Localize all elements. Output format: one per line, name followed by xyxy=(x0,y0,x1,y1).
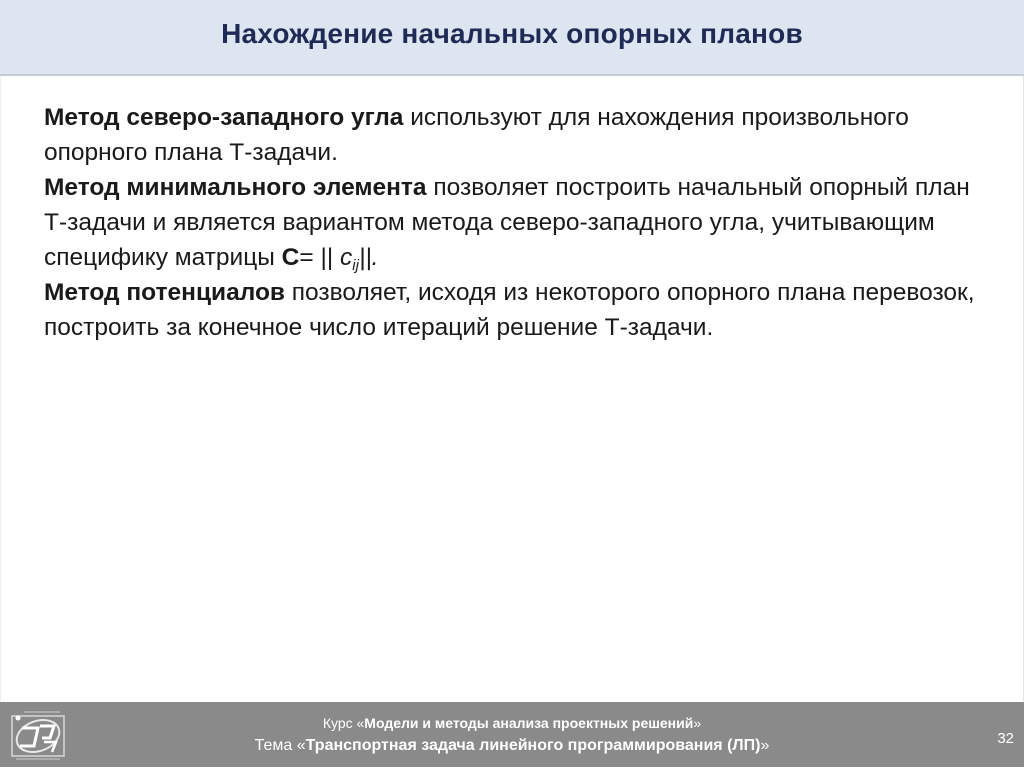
paragraph-min-element-text: позволяет построить начальный опорный план Т-задачи и является вариантом метода северо-западного угла, учитывающим специфику матрицы xyxy=(44,174,970,271)
footer-course-prefix: Курс « xyxy=(322,715,365,731)
term-northwest-corner: Метод северо-западного угла xyxy=(44,104,404,131)
footer-topic-prefix: Тема « xyxy=(254,737,306,754)
matrix-equals: = || xyxy=(299,244,341,271)
matrix-element: c xyxy=(340,244,353,271)
footer-course-name: Модели и методы анализа проектных решений xyxy=(364,715,694,731)
term-potentials: Метод потенциалов xyxy=(44,279,285,306)
footer-topic xyxy=(0,737,1024,755)
paragraph-min-element xyxy=(44,170,994,275)
page-number: 32 xyxy=(997,730,1014,747)
slide-header xyxy=(0,0,1024,76)
slide-body xyxy=(44,100,994,345)
paragraph-northwest-text: используют для нахождения произвольного опорного плана Т-задачи. xyxy=(44,104,909,166)
paragraph-potentials xyxy=(44,275,994,345)
slide-footer xyxy=(0,702,1024,767)
term-min-element: Метод минимального элемента xyxy=(44,174,427,201)
paragraph-potentials-text: позволяет, исходя из некоторого опорного плана перевозок, построить за конечное число итераций решение Т-задачи. xyxy=(44,279,975,341)
matrix-element-subscript: ij xyxy=(352,257,359,274)
footer-topic-suffix: » xyxy=(760,737,770,754)
paragraph-northwest xyxy=(44,100,994,170)
footer-course-suffix: » xyxy=(693,715,702,731)
footer-course xyxy=(0,715,1024,731)
matrix-symbol: C xyxy=(281,244,300,271)
matrix-close: ||. xyxy=(358,244,379,271)
slide-title: Нахождение начальных опорных планов xyxy=(221,18,803,49)
footer-topic-name: Транспортная задача линейного программирования (ЛП) xyxy=(305,737,761,754)
